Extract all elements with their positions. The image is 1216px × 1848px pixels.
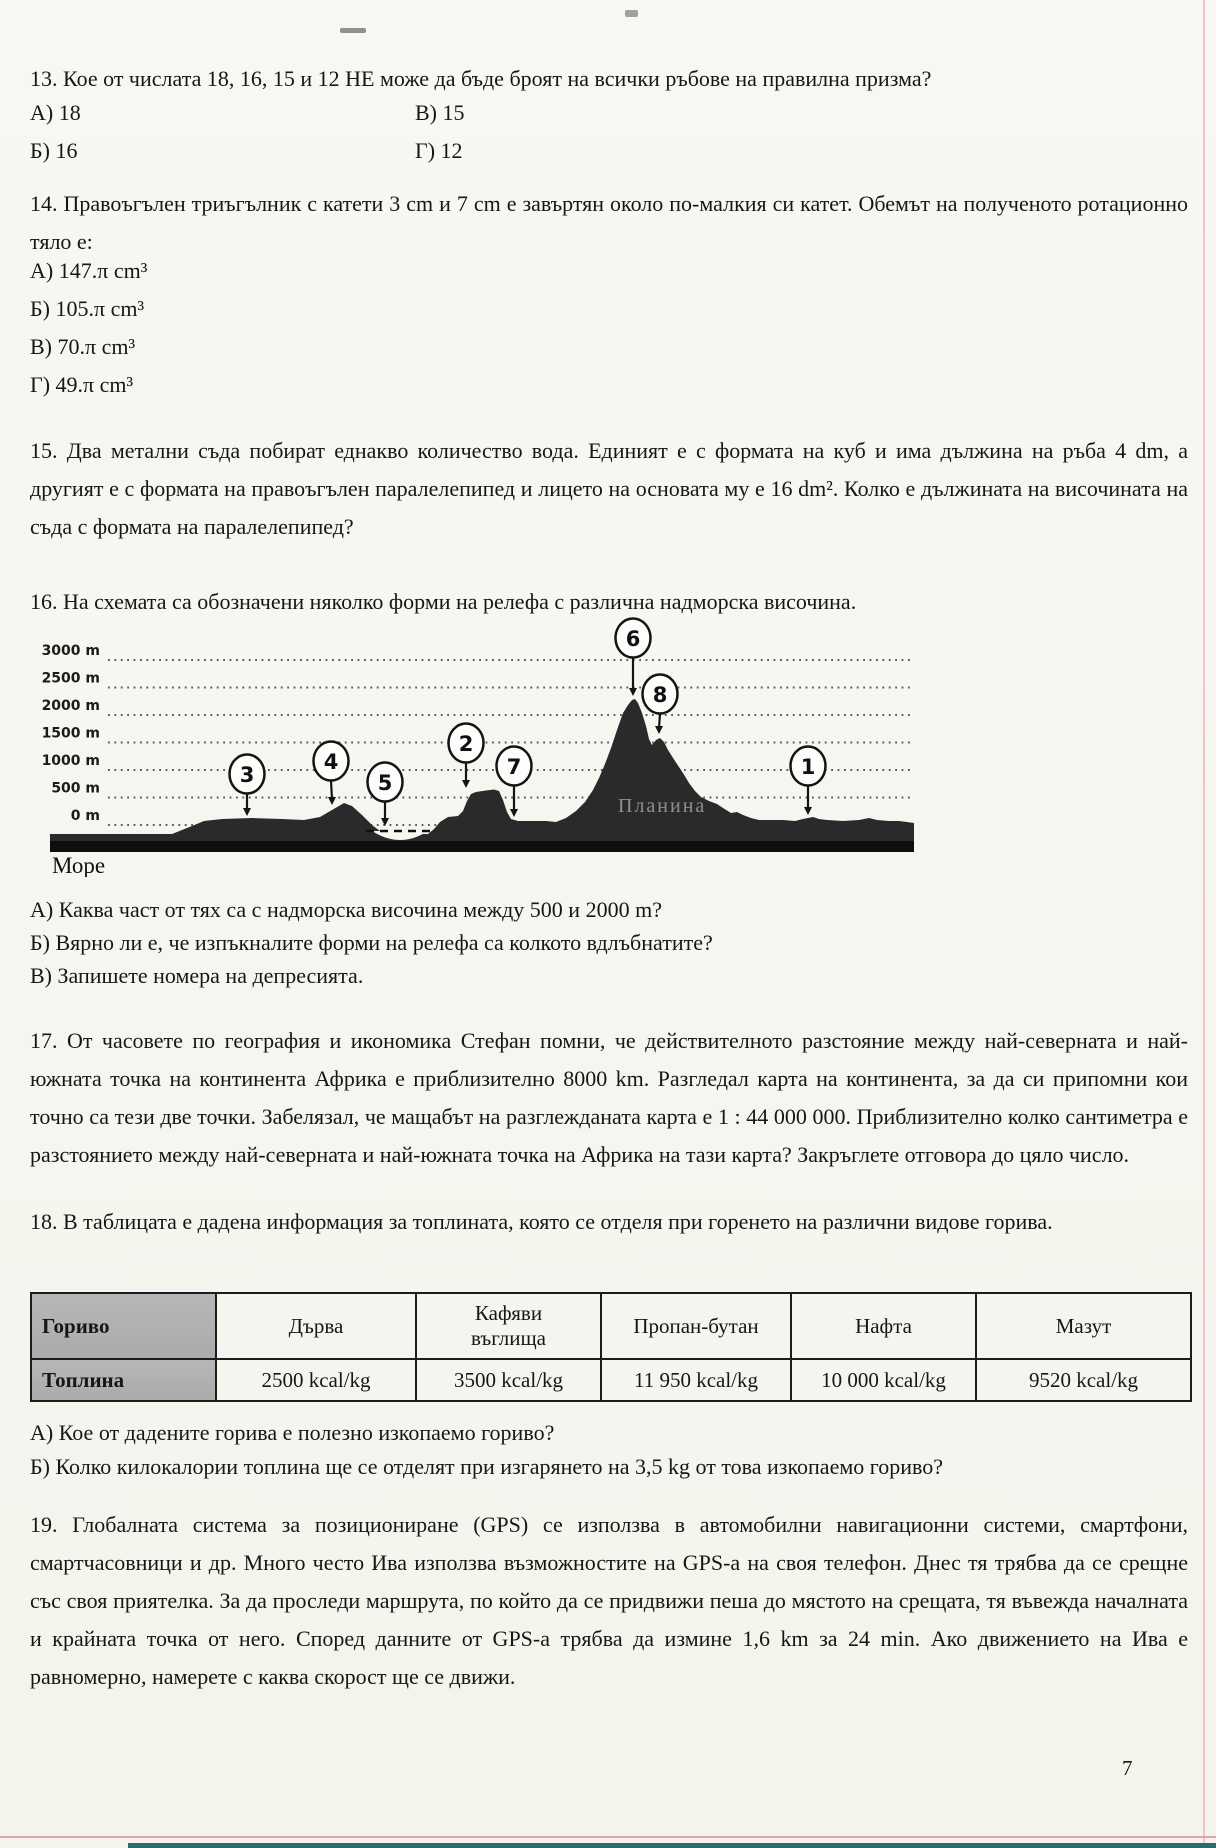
relief-marker-4 — [314, 742, 349, 806]
relief-marker-8 — [643, 675, 678, 735]
table-header-fuel: Гориво — [31, 1293, 216, 1359]
scan-speck-top-center — [625, 10, 638, 17]
table-header-naphtha: Нафта — [791, 1293, 976, 1359]
mountain-label: Планина — [618, 795, 707, 817]
page-number: 7 — [1122, 1756, 1133, 1780]
relief-diagram — [42, 612, 932, 877]
svg-text:1: 1 — [800, 755, 816, 779]
fuel-heat-table — [30, 1292, 1192, 1402]
q18-subquestion-a: А) Кое от дадените горива е полезно изкопаемо гориво? — [30, 1420, 555, 1445]
svg-text:5: 5 — [377, 771, 393, 795]
table-cell-naphtha-value: 10 000 kcal/kg — [791, 1359, 976, 1401]
table-cell-wood-value: 2500 kcal/kg — [216, 1359, 416, 1401]
scan-edge-line-bottom — [0, 1836, 1216, 1838]
q16-subquestion-v: В) Запишете номера на депресията. — [30, 963, 364, 988]
q14-option-b: Б) 105.π cm³ — [30, 296, 145, 321]
axis-label-3000m: 3000 m — [42, 643, 100, 659]
sea-label: Море — [52, 853, 106, 877]
axis-label-1000m: 1000 m — [42, 753, 100, 769]
question-13-text: 13. Кое от числата 18, 16, 15 и 12 НЕ може да бъде броят на всички ръбове на правилна призма? — [30, 66, 932, 91]
question-16-text: 16. На схемата са обозначени няколко форми на релефа с различна надморска височина. — [30, 589, 857, 614]
q16-subquestion-a: А) Каква част от тях са с надморска височина между 500 и 2000 m? — [30, 897, 662, 922]
svg-text:7: 7 — [506, 755, 522, 779]
q16-subquestion-b: Б) Вярно ли е, че изпъкналите форми на релефа са колкото вдлъбнатите? — [30, 930, 713, 955]
table-header-mazut: Мазут — [976, 1293, 1191, 1359]
q13-option-v: В) 15 — [415, 100, 465, 125]
table-header-propane-butane: Пропан-бутан — [601, 1293, 791, 1359]
table-data-row — [31, 1359, 1191, 1401]
q14-option-g: Г) 49.π cm³ — [30, 372, 134, 397]
svg-text:2: 2 — [458, 732, 474, 756]
table-header-row — [31, 1293, 1191, 1359]
svg-text:6: 6 — [625, 627, 641, 651]
question-15-text: 15. Два метални съда побират еднакво количество вода. Единият е с формата на куб и има дължина на ръба 4 dm, а другият е с формата на правоъгълен паралелепипед и лицето на основата му е 16 dm². Колко е дължината на височината на съда с формата на паралелепипед? — [30, 438, 1188, 539]
svg-text:8: 8 — [652, 683, 668, 707]
scan-edge-strip-teal — [128, 1843, 1216, 1848]
svg-text:4: 4 — [323, 750, 339, 774]
axis-label-2000m: 2000 m — [42, 698, 100, 714]
axis-label-0m: 0 m — [70, 808, 100, 824]
elevation-axis — [42, 643, 100, 824]
sea-bar — [50, 841, 914, 852]
table-cell-propane-butane-value: 11 950 kcal/kg — [601, 1359, 791, 1401]
question-19-text: 19. Глобалната система за позициониране (GPS) се използва в автомобилни навигационни системи, смартфони, смартчасовници и др. Много често Ива използва възможностите на GPS-а на своя телефон. Днес тя трябва да се срещне със своя приятелка. За да проследи маршрута, по който да се придвижи пеша до мястото на срещата, тя въвежда началната и крайната точка от него. Според данните от GPS-а трябва да измине 1,6 km за 24 min. Ако движението на Ива е равномерно, намерете с каква скорост ще се движи. — [30, 1512, 1188, 1689]
q14-option-v: В) 70.π cm³ — [30, 334, 136, 359]
scan-speck-top-left — [340, 28, 366, 33]
q13-option-g: Г) 12 — [415, 138, 463, 163]
axis-label-1500m: 1500 m — [42, 725, 100, 742]
q13-option-b: Б) 16 — [30, 138, 78, 163]
elevation-gridlines — [108, 660, 910, 825]
relief-marker-5 — [368, 763, 403, 827]
terrain-profile — [50, 699, 914, 852]
axis-label-2500m: 2500 m — [42, 670, 100, 687]
table-cell-mazut-value: 9520 kcal/kg — [976, 1359, 1191, 1401]
question-14-text: 14. Правоъгълен триъгълник с катети 3 cm и 7 cm е завъртян около по-малкия си катет. Обемът на полученото ротационно тяло е: — [30, 191, 1188, 254]
q13-option-a: А) 18 — [30, 100, 81, 125]
q14-option-a: А) 147.π cm³ — [30, 258, 148, 283]
axis-label-500m: 500 m — [51, 780, 100, 797]
relief-marker-3 — [230, 755, 265, 817]
table-cell-brown-coal-value: 3500 kcal/kg — [416, 1359, 601, 1401]
svg-text:3: 3 — [239, 763, 255, 787]
q18-subquestion-b: Б) Колко килокалории топлина ще се отделят при изгарянето на 3,5 kg от това изкопаемо гориво? — [30, 1454, 944, 1479]
question-18-text: 18. В таблицата е дадена информация за топлината, която се отделя при горенето на различни видове горива. — [30, 1209, 1053, 1234]
relief-marker-1 — [791, 747, 826, 816]
table-cell-heat: Топлина — [31, 1359, 216, 1401]
relief-marker-2 — [449, 724, 484, 789]
question-17-text: 17. От часовете по география и икономика Стефан помни, че действителното разстояние между най-северната и най-южната точка на континента Африка е приблизително 8000 km. Разгледал карта на континента, за да си припомни кои точно са тези две точки. Забелязал, че мащабът на разглежданата карта е 1 : 44 000 000. Приблизително колко сантиметра е разстоянието между най-северната и най-южната точка на Африка на тази карта? Закръглете отговора до цяло число. — [30, 1028, 1188, 1167]
table-header-wood: Дърва — [216, 1293, 416, 1359]
scan-edge-line-right — [1203, 0, 1205, 1848]
table-header-brown-coal: Кафяви въглища — [416, 1293, 601, 1359]
